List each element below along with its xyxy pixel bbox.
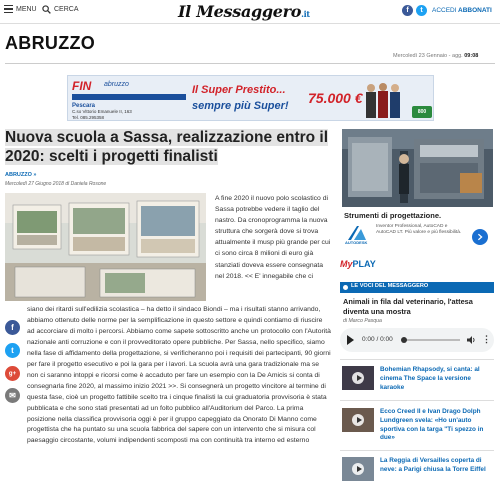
- divider: [340, 400, 494, 401]
- progress-track[interactable]: [402, 339, 460, 341]
- facebook-icon: f: [11, 323, 14, 332]
- audio-player: [340, 328, 494, 352]
- social-links: [402, 5, 427, 16]
- bullet-icon: [343, 285, 348, 290]
- ad-arrow-button[interactable]: [472, 229, 488, 245]
- audio-title[interactable]: Animali in fila dal veterinario, l'attesa diventa una mostra: [343, 297, 473, 316]
- hamburger-icon: [4, 5, 13, 13]
- share-twitter-button[interactable]: [5, 343, 20, 358]
- divider: [5, 63, 495, 64]
- mail-icon: ✉: [9, 391, 16, 400]
- ad-logo-text: AUTODESK: [345, 240, 368, 245]
- player-time: 0:00 / 0:00: [362, 336, 393, 343]
- audio-byline: di Marco Pasqua: [343, 318, 382, 324]
- divider: [340, 450, 494, 451]
- play-icon: [352, 372, 364, 384]
- video-title[interactable]: La Reggia di Versailles coperta di neve: a Parigi chiusa la Torre Eiffel: [380, 457, 486, 473]
- article-body: siano dei ritardi sull'edilizia scolastica – ha detto il sindaco Biondi – ma i risultati stanno arrivando, abbiamo ottenuto delle norme per la semplificazione in questo settore e quindi contiamo di riuscire ad accorciare di molto i percorsi. Abbiamo come sapete sottoscritto anche un protocollo con l'Autorità nazionale anti corruzione e con il provveditorato opere pubbliche. Per Sassa, nello specifico, siamo nella fase di affidamento della progettazione, si verificheranno poi i requisiti dei partecipanti, 90 giorni per fare il progetto esecutivo e poi la gara per i lavori. La scuola avrà una gara tradizionale ma se non ci saranno intoppi e ricorsi come è accaduto per fare un esempio con la De Amicis si conta di consegnarla fine 2020, al massimo inizio 2021 >>. Si consegnerà un progetto vincitore al termine di questa fase, cioè un progetto fattibile scelto tra i cinque finalisti la cui graduatoria provvisoria è stata pubblicata e che sono stati presentati ad un folto pubblico all'Auditorium del Parco. La prima posizione nella classifica provvisoria oggi è per il gruppo capeggiato da Onorato Di Manno come progettista che ha puntato su una scuola fabbrica del sapere con un intervento che si misura col paesaggio circostante, volumi indipendenti scomposti ma con continuità tra interno ed esterno: [27, 306, 331, 445]
- share-gplus-button[interactable]: [5, 366, 20, 381]
- green-number-badge: 800: [412, 106, 432, 118]
- sidebar-ad-text: Inventor Professional, AutoCAD e AutoCAD LT. Più valore e più flessibilità.: [376, 224, 462, 236]
- people-image: [362, 80, 404, 118]
- search-label: CERCA: [54, 6, 79, 13]
- article-headline: Nuova scuola a Sassa, realizzazione entro il 2020: scelti i progetti finalisti: [5, 129, 329, 165]
- machinery-photo: [342, 129, 493, 207]
- myplay-logo[interactable]: [340, 259, 376, 269]
- article-lead: A fine 2020 il nuovo polo scolastico di Sassa potrebbe vedere il taglio del nastro. Da cronoprogramma la nuova struttura che sorgerà dove si trova attualmente il musp più grande per cui ci sono circa 8 milioni di euro già stanziati doveva essere consegnata nel 2018. << E' innegabile che ci: [215, 195, 331, 280]
- banner-brand: FIN: [72, 79, 92, 93]
- banner-slogan-1: Il Super Prestito...: [192, 84, 286, 96]
- site-logo[interactable]: [178, 2, 310, 21]
- article-byline: Mercoledì 27 Giugno 2018 di Daniela Rosone: [5, 181, 107, 187]
- gplus-icon: g+: [8, 370, 17, 377]
- sidebar-ad-image[interactable]: [342, 129, 493, 207]
- menu-button[interactable]: [4, 5, 37, 13]
- date-bar: [393, 53, 478, 59]
- article-kicker[interactable]: ABRUZZO »: [5, 172, 37, 178]
- sidebar-ad-title[interactable]: Strumenti di progettazione.: [344, 211, 442, 220]
- search-button[interactable]: [42, 5, 79, 14]
- myplay-my: My: [340, 259, 353, 269]
- exhibition-photo: [5, 193, 206, 301]
- banner-strip: [72, 94, 186, 100]
- share-mail-button[interactable]: [5, 388, 20, 403]
- video-thumbnail[interactable]: [342, 408, 374, 432]
- twitter-icon[interactable]: t: [416, 5, 427, 16]
- subscribe-link[interactable]: ABBONATI: [458, 7, 492, 14]
- logo-text: Il Messaggero: [178, 2, 302, 21]
- update-time: 09:08: [464, 53, 479, 59]
- play-icon: [352, 414, 364, 426]
- section-title[interactable]: ABRUZZO: [5, 33, 96, 53]
- chevron-right-icon: [476, 233, 484, 241]
- article-image: [5, 193, 206, 301]
- banner-phone: Tel. 085.295358: [72, 115, 105, 120]
- banner-amount: 75.000 €: [308, 90, 363, 106]
- top-bar: [0, 0, 500, 24]
- play-icon[interactable]: [347, 335, 354, 345]
- voci-header-label[interactable]: LE VOCI DEL MESSAGGERO: [351, 283, 429, 289]
- video-title[interactable]: Ecco Creed II e Ivan Drago Dolph Lundgreen svela: «Ho un'auto sportiva con la targa "Ti spezzo in due»: [380, 408, 484, 442]
- share-facebook-button[interactable]: [5, 320, 20, 335]
- divider: [340, 359, 494, 360]
- play-icon: [352, 463, 364, 475]
- banner-brand-sub: abruzzo: [104, 81, 129, 88]
- current-date: Mercoledì 23 Gennaio - agg.: [393, 53, 463, 59]
- login-link[interactable]: ACCEDI: [432, 7, 457, 14]
- menu-label: MENU: [16, 5, 37, 13]
- facebook-icon[interactable]: f: [402, 5, 413, 16]
- search-icon: [42, 5, 51, 14]
- myplay-label: PLAY: [352, 259, 376, 269]
- progress-knob[interactable]: [401, 337, 407, 343]
- volume-icon[interactable]: [466, 335, 476, 345]
- banner-slogan-2: sempre più Super!: [192, 100, 289, 112]
- video-thumbnail[interactable]: [342, 366, 374, 390]
- banner-address: C.so Vittorio Emanuele II, 163: [72, 109, 132, 114]
- more-options-icon[interactable]: ⋮: [482, 334, 491, 344]
- video-title[interactable]: Bohemian Rhapsody, si canta: al cinema The Space la versione karaoke: [380, 366, 480, 391]
- twitter-icon: t: [11, 346, 14, 355]
- banner-city: Pescara: [72, 103, 96, 109]
- video-thumbnail[interactable]: [342, 457, 374, 481]
- logo-suffix: .it: [301, 9, 310, 19]
- banner-ad[interactable]: [67, 75, 434, 121]
